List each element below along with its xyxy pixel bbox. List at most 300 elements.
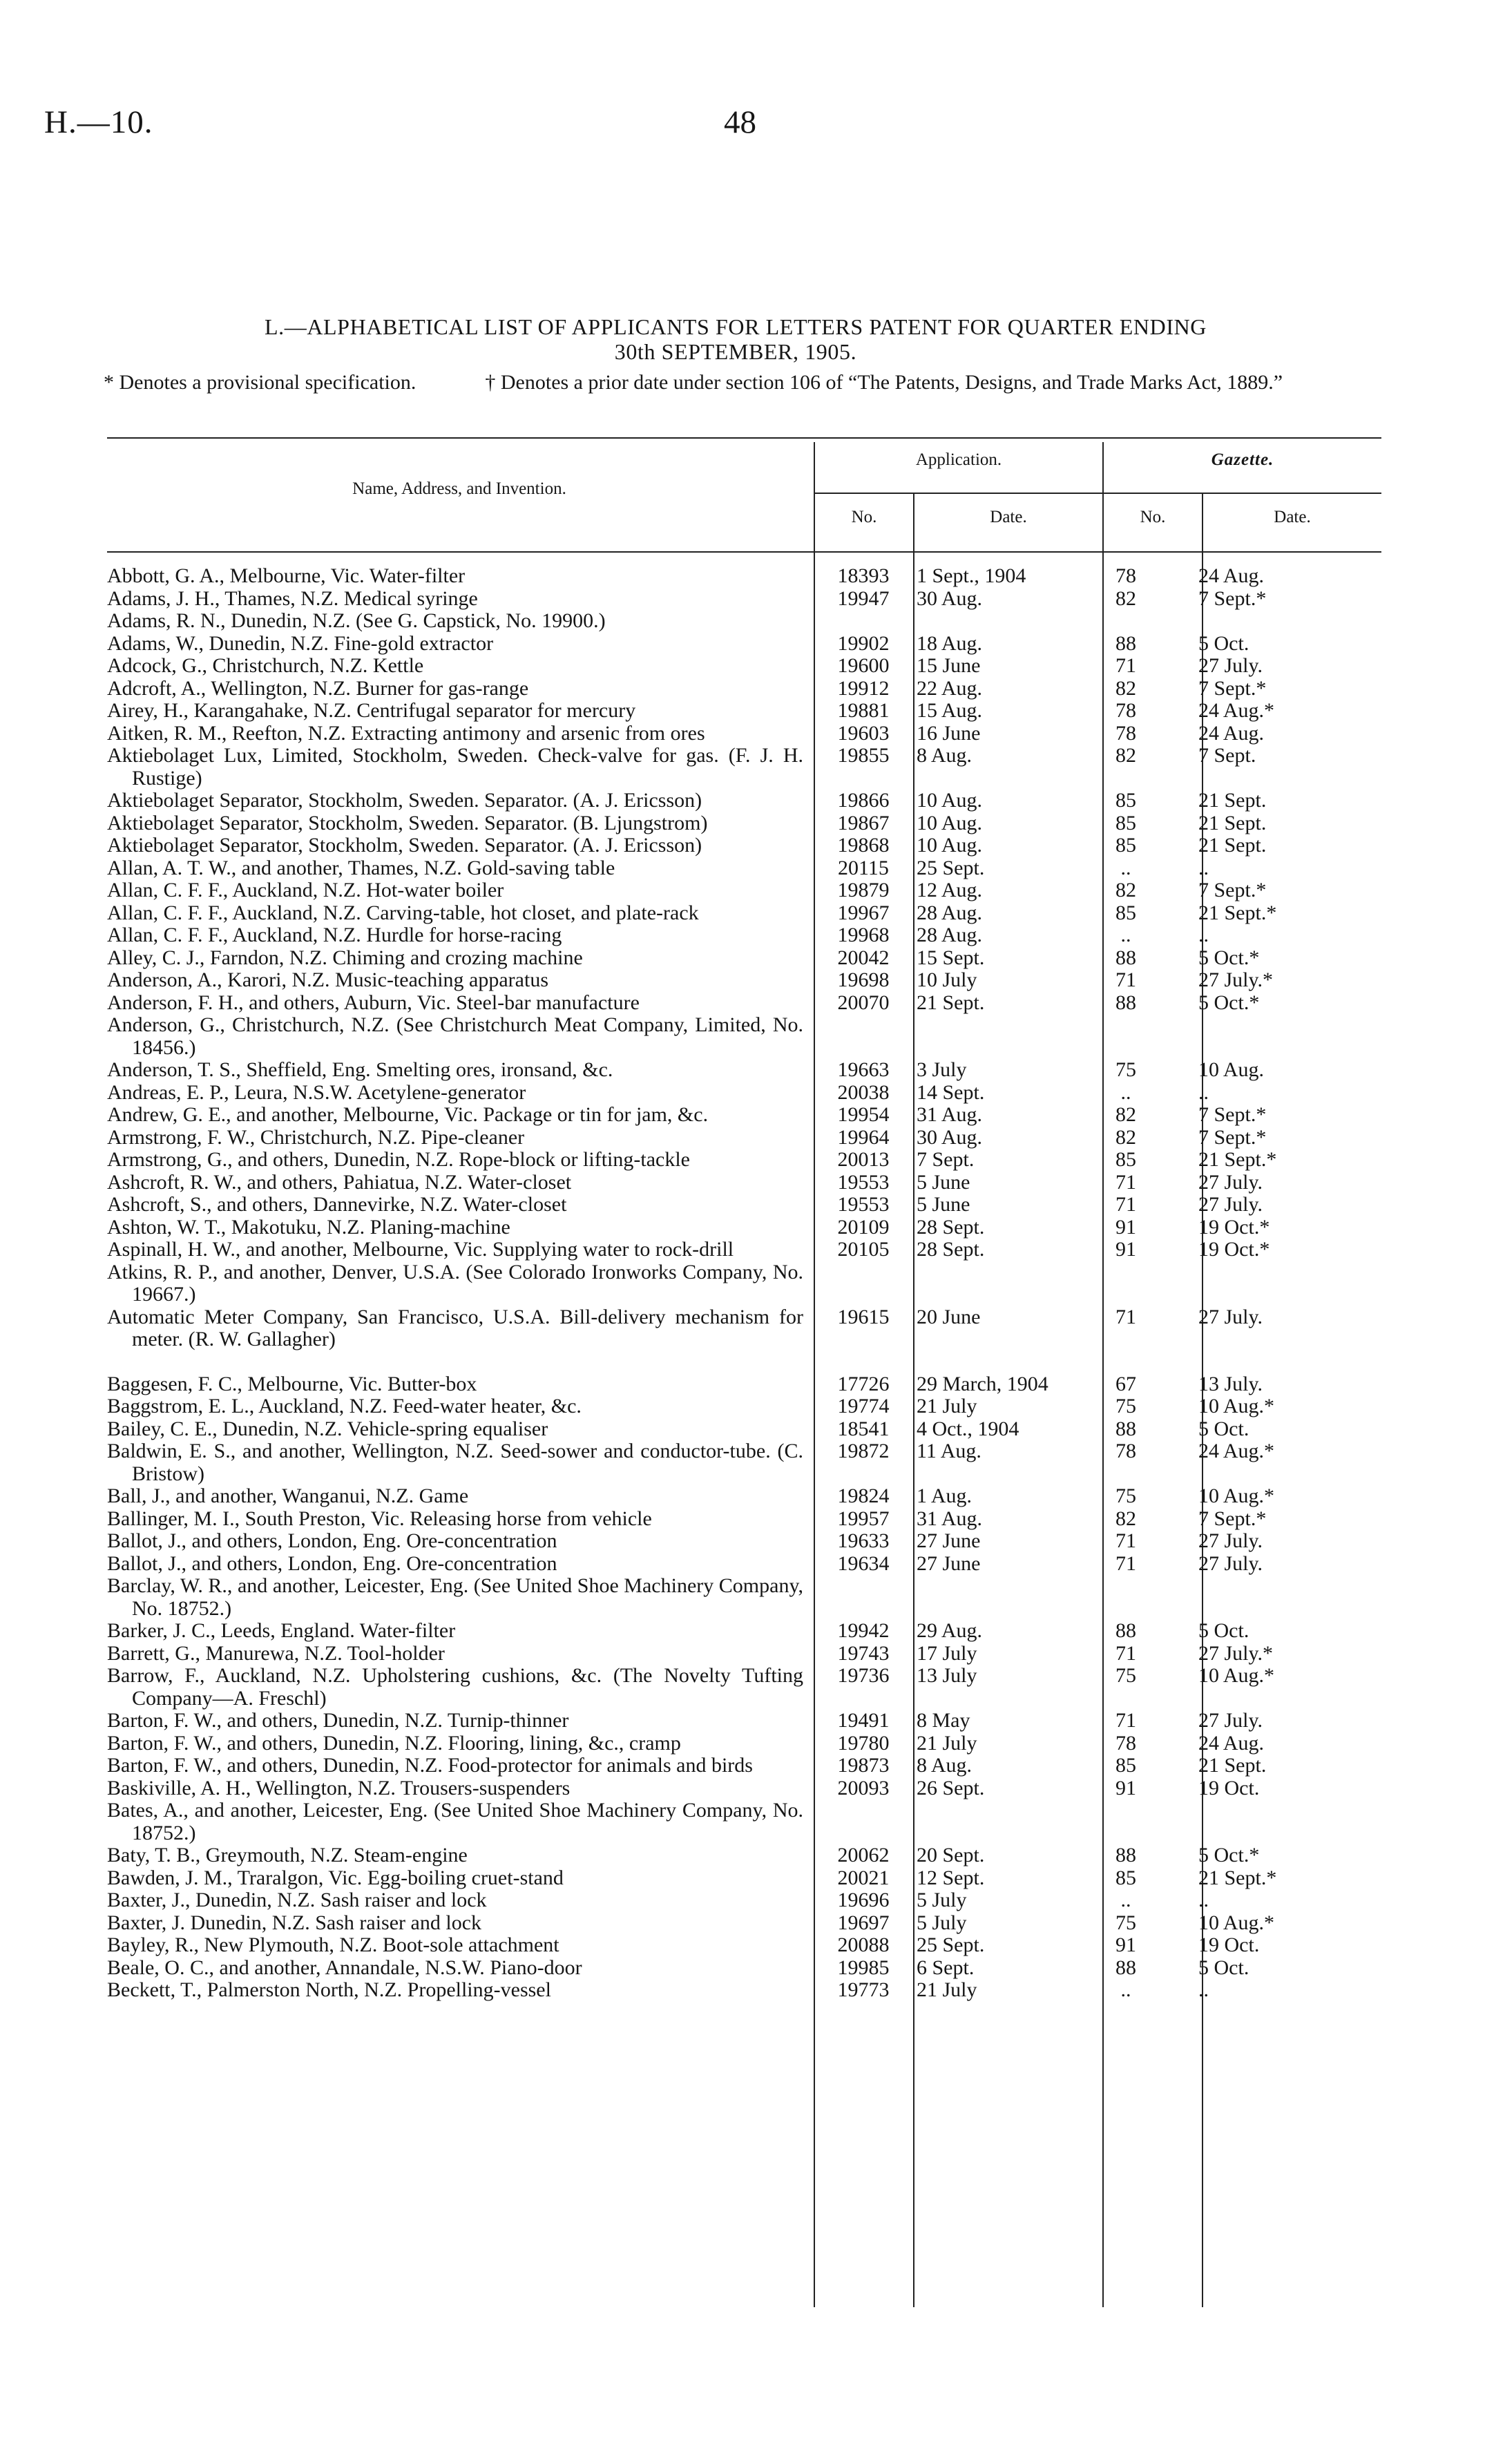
application-number: 20115 [838, 856, 889, 879]
applicant-name: Baggesen, F. C., Melbourne, Vic. Butter-box [107, 1372, 477, 1395]
gazette-number: 88 [1115, 1844, 1136, 1866]
gazette-number: 78 [1115, 1731, 1136, 1755]
gazette-number: 71 [1115, 654, 1136, 677]
table-row [107, 812, 1381, 835]
gazette-date: 24 Aug. [1198, 564, 1265, 587]
table-row [107, 947, 1381, 970]
gazette-date: 21 Sept.* [1198, 901, 1277, 924]
application-number: 19773 [837, 1978, 890, 2001]
application-number: 19824 [837, 1484, 890, 1507]
application-number: 19881 [837, 699, 890, 722]
gazette-date: 7 Sept.* [1198, 1103, 1267, 1126]
application-number: 19743 [837, 1641, 890, 1665]
table-row [107, 1261, 1381, 1306]
applicant-name: Ashton, W. T., Makotuku, N.Z. Planing-machine [107, 1215, 510, 1239]
table-row [107, 1957, 1381, 1980]
table-row [107, 834, 1381, 857]
application-date: 25 Sept. [917, 856, 985, 879]
table-row [107, 1508, 1381, 1531]
gazette-number: .. [1120, 924, 1131, 946]
application-date: 28 Sept. [917, 1238, 985, 1261]
application-date: 29 Aug. [917, 1619, 983, 1642]
gazette-number: 82 [1115, 586, 1136, 610]
gazette-date: 7 Sept. [1198, 744, 1256, 767]
table-row [107, 1149, 1381, 1172]
applicant-name: Ball, J., and another, Wanganui, N.Z. Game [107, 1484, 469, 1507]
gazette-number: 85 [1115, 1866, 1136, 1889]
applicant-name: Barker, J. C., Leeds, England. Water-filter [107, 1619, 456, 1642]
applicant-name: Adams, J. H., Thames, N.Z. Medical syringe [107, 586, 478, 610]
gazette-number: 91 [1115, 1776, 1136, 1799]
gazette-date: 7 Sept.* [1198, 1125, 1267, 1149]
gazette-number: 82 [1115, 1507, 1136, 1530]
applicant-name: Adcock, G., Christchurch, N.Z. Kettle [107, 654, 424, 677]
column-header-name: Name, Address, and Invention. [352, 479, 566, 498]
gazette-date: 27 July. [1198, 1551, 1263, 1575]
table-row [107, 1665, 1381, 1710]
application-date: 21 July [917, 1395, 977, 1417]
applicant-name: Allan, C. F. F., Auckland, N.Z. Carving-table, hot closet, and plate-rack [107, 901, 699, 924]
application-number: 19855 [837, 744, 890, 767]
gazette-date: 24 Aug.* [1198, 699, 1275, 722]
table-row [107, 655, 1381, 678]
gazette-date: 7 Sept.* [1198, 1507, 1267, 1530]
table-row [107, 879, 1381, 902]
application-date: 15 June [917, 654, 981, 677]
application-date: 8 Aug. [917, 1754, 973, 1777]
table-row [107, 1104, 1381, 1127]
applicant-name: Armstrong, G., and others, Dunedin, N.Z. Rope-block or lifting-tackle [107, 1148, 690, 1171]
table-row [107, 1373, 1381, 1396]
table-row [107, 1485, 1381, 1508]
gazette-number: 78 [1115, 721, 1136, 745]
list-title [104, 314, 1368, 364]
page-header-section: H.—10. [44, 104, 153, 140]
column-header-application: Application. [915, 450, 1002, 469]
gazette-date: 5 Oct. [1198, 631, 1249, 655]
table-row [107, 1777, 1381, 1800]
application-date: 21 July [917, 1978, 977, 2001]
application-number: 19697 [837, 1911, 890, 1934]
gazette-date: .. [1198, 924, 1209, 946]
gazette-date: 19 Oct.* [1198, 1238, 1270, 1261]
applicant-name: Andreas, E. P., Leura, N.S.W. Acetylene-generator [107, 1080, 526, 1104]
application-number: 20062 [837, 1844, 890, 1866]
application-number: 19774 [837, 1395, 890, 1417]
application-number: 19633 [837, 1529, 890, 1552]
applicant-name: Adams, W., Dunedin, N.Z. Fine-gold extractor [107, 631, 494, 655]
applicant-name: Barton, F. W., and others, Dunedin, N.Z. Flooring, lining, &c., cramp [107, 1731, 681, 1755]
gazette-date: 27 July. [1198, 1529, 1263, 1552]
application-number: 17726 [837, 1372, 890, 1395]
gazette-date: 5 Oct.* [1198, 991, 1260, 1014]
application-date: 1 Sept., 1904 [917, 564, 1026, 587]
application-date: 29 March, 1904 [917, 1372, 1048, 1395]
gazette-number: 75 [1115, 1395, 1136, 1417]
gazette-date: 27 July.* [1198, 968, 1274, 991]
gazette-number: 67 [1115, 1372, 1136, 1395]
gazette-date: 21 Sept.* [1198, 1148, 1277, 1171]
gazette-number: 71 [1115, 1529, 1136, 1552]
gazette-date: 27 July. [1198, 654, 1263, 677]
gazette-number: 88 [1115, 1956, 1136, 1979]
gazette-number: 88 [1115, 1417, 1136, 1440]
applicant-name: Anderson, F. H., and others, Auburn, Vic. Steel-bar manufacture [107, 991, 640, 1014]
table-row [107, 565, 1381, 588]
gazette-date: 24 Aug. [1198, 1731, 1265, 1755]
gazette-date: .. [1198, 1978, 1209, 2001]
gazette-number: 85 [1115, 1754, 1136, 1777]
gazette-date: 19 Oct. [1198, 1776, 1260, 1799]
gazette-number: 75 [1115, 1058, 1136, 1081]
column-header-app-no: No. [851, 508, 877, 526]
application-number: 19698 [837, 968, 890, 991]
gazette-date: 10 Aug. [1198, 1058, 1265, 1081]
application-number: 18541 [837, 1417, 890, 1440]
column-header-gazette-date: Date. [1274, 508, 1311, 526]
gazette-date: 27 July. [1198, 1193, 1263, 1216]
application-date: 5 July [917, 1911, 967, 1934]
applicants-list [107, 565, 1381, 2002]
application-date: 15 Sept. [917, 946, 985, 969]
application-date: 15 Aug. [917, 699, 983, 722]
application-date: 17 July [917, 1641, 977, 1665]
table-row [107, 1059, 1381, 1082]
application-number: 19615 [837, 1305, 890, 1328]
table-row [107, 1732, 1381, 1755]
application-date: 28 Aug. [917, 901, 983, 924]
application-date: 5 July [917, 1889, 967, 1911]
application-date: 1 Aug. [917, 1484, 973, 1507]
application-number: 19985 [837, 1956, 890, 1979]
table-row [107, 1127, 1381, 1149]
applicant-name: Baggstrom, E. L., Auckland, N.Z. Feed-water heater, &c. [107, 1395, 582, 1417]
table-row [107, 1440, 1381, 1485]
applicant-name: Bailey, C. E., Dunedin, N.Z. Vehicle-spring equaliser [107, 1417, 548, 1440]
application-number: 19867 [837, 811, 890, 834]
applicant-name: Andrew, G. E., and another, Melbourne, Vic. Package or tin for jam, &c. [107, 1103, 709, 1126]
applicant-name: Barrow, F., Auckland, N.Z. Upholstering cushions, &c. (The Novelty Tufting Company—A. Freschl) [107, 1664, 803, 1710]
application-date: 25 Sept. [917, 1933, 985, 1956]
gazette-number: 82 [1115, 1125, 1136, 1149]
gazette-date: 24 Aug. [1198, 721, 1265, 745]
applicant-name: Beale, O. C., and another, Annandale, N.S.W. Piano-door [107, 1956, 582, 1979]
applicant-name: Bawden, J. M., Traralgon, Vic. Egg-boiling cruet-stand [107, 1866, 564, 1889]
application-number: 19968 [837, 924, 890, 946]
application-date: 16 June [917, 721, 981, 745]
application-number: 20038 [837, 1080, 890, 1104]
gazette-number: 71 [1115, 1641, 1136, 1665]
applicant-name: Aktiebolaget Lux, Limited, Stockholm, Sweden. Check-valve for gas. (F. J. H. Rustige) [107, 744, 803, 790]
application-date: 12 Aug. [917, 879, 983, 901]
application-date: 18 Aug. [917, 631, 983, 655]
table-row [107, 1172, 1381, 1194]
gazette-number: 75 [1115, 1664, 1136, 1687]
gazette-date: .. [1198, 1889, 1209, 1911]
applicant-name: Aitken, R. M., Reefton, N.Z. Extracting antimony and arsenic from ores [107, 721, 705, 745]
applicant-name: Aspinall, H. W., and another, Melbourne, Vic. Supplying water to rock-drill [107, 1238, 734, 1261]
application-number: 19600 [837, 654, 890, 677]
gazette-number: 85 [1115, 789, 1136, 812]
column-header-app-date: Date. [990, 508, 1027, 526]
application-date: 21 July [917, 1731, 977, 1755]
applicant-name: Bates, A., and another, Leicester, Eng. (See United Shoe Machinery Company, No. 18752.) [107, 1799, 803, 1844]
table-row [107, 1216, 1381, 1239]
table-row [107, 678, 1381, 700]
gazette-date: 24 Aug.* [1198, 1440, 1275, 1462]
application-number: 20109 [837, 1215, 890, 1239]
application-date: 26 Sept. [917, 1776, 985, 1799]
applicant-name: Aktiebolaget Separator, Stockholm, Sweden. Separator. (A. J. Ericsson) [107, 789, 702, 812]
gazette-number: 75 [1115, 1484, 1136, 1507]
application-date: 6 Sept. [917, 1956, 975, 1979]
gazette-date: 19 Oct.* [1198, 1215, 1270, 1239]
application-number: 19902 [837, 631, 890, 655]
application-number: 19696 [837, 1889, 890, 1911]
application-date: 20 June [917, 1305, 981, 1328]
table-row [107, 902, 1381, 925]
title-line-2: 30th SEPTEMBER, 1905. [614, 339, 857, 364]
application-date: 27 June [917, 1529, 981, 1552]
gazette-number: 91 [1115, 1933, 1136, 1956]
table-row [107, 924, 1381, 947]
applicant-name: Ashcroft, S., and others, Dannevirke, N.Z. Water-closet [107, 1193, 567, 1216]
gazette-number: 85 [1115, 1148, 1136, 1171]
applicant-name: Baskiville, A. H., Wellington, N.Z. Trousers-suspenders [107, 1776, 571, 1799]
gazette-number: 71 [1115, 1709, 1136, 1732]
gazette-date: 27 July. [1198, 1709, 1263, 1732]
table-row [107, 1014, 1381, 1059]
table-row [107, 857, 1381, 880]
gazette-number: 78 [1115, 699, 1136, 722]
applicant-name: Aktiebolaget Separator, Stockholm, Sweden. Separator. (B. Ljungstrom) [107, 811, 708, 834]
application-date: 3 July [917, 1058, 967, 1081]
application-number: 19634 [837, 1551, 890, 1575]
application-date: 31 Aug. [917, 1103, 983, 1126]
gazette-number: 88 [1115, 946, 1136, 969]
applicant-name: Ballinger, M. I., South Preston, Vic. Releasing horse from vehicle [107, 1507, 652, 1530]
table-row [107, 588, 1381, 611]
application-number: 19957 [837, 1507, 890, 1530]
applicant-name: Alley, C. J., Farndon, N.Z. Chiming and crozing machine [107, 946, 583, 969]
table-row [107, 1643, 1381, 1665]
gazette-date: 27 July. [1198, 1305, 1263, 1328]
application-number: 19912 [837, 676, 890, 700]
applicant-name: Adams, R. N., Dunedin, N.Z. (See G. Capstick, No. 19900.) [107, 609, 606, 632]
application-date: 10 Aug. [917, 834, 983, 857]
table-top-rule [107, 437, 1381, 439]
gazette-number: 91 [1115, 1215, 1136, 1239]
gazette-number: .. [1120, 1978, 1131, 2001]
gazette-date: 21 Sept. [1198, 789, 1267, 812]
column-header-gazette: Gazette. [1211, 450, 1274, 469]
gazette-number: .. [1120, 856, 1131, 879]
gazette-date: 10 Aug.* [1198, 1484, 1275, 1507]
gazette-number: 78 [1115, 1440, 1136, 1462]
gazette-date: 21 Sept. [1198, 834, 1267, 857]
application-date: 21 Sept. [917, 991, 985, 1014]
table-row [107, 1889, 1381, 1912]
table-row [107, 1575, 1381, 1620]
table-row [107, 1979, 1381, 2002]
gazette-number: 71 [1115, 1193, 1136, 1216]
application-date: 10 July [917, 968, 977, 991]
applicant-name: Anderson, G., Christchurch, N.Z. (See Christchurch Meat Company, Limited, No. 18456.) [107, 1013, 803, 1059]
table-row [107, 790, 1381, 812]
gazette-number: 88 [1115, 631, 1136, 655]
applicant-name: Bayley, R., New Plymouth, N.Z. Boot-sole attachment [107, 1933, 559, 1956]
applicant-name: Barton, F. W., and others, Dunedin, N.Z. Food-protector for animals and birds [107, 1754, 753, 1777]
application-date: 12 Sept. [917, 1866, 985, 1889]
table-row [107, 1239, 1381, 1261]
application-number: 19947 [837, 586, 890, 610]
application-number: 20013 [837, 1148, 890, 1171]
application-number: 19780 [837, 1731, 890, 1755]
application-date: 5 June [917, 1170, 970, 1194]
column-header-gazette-no: No. [1140, 508, 1166, 526]
gazette-date: 7 Sept.* [1198, 879, 1267, 901]
application-number: 19491 [837, 1709, 890, 1732]
gazette-number: 85 [1115, 901, 1136, 924]
application-date: 30 Aug. [917, 586, 983, 610]
applicant-name: Armstrong, F. W., Christchurch, N.Z. Pipe-cleaner [107, 1125, 525, 1149]
application-number: 20105 [837, 1238, 890, 1261]
application-date: 28 Aug. [917, 924, 983, 946]
prior-date-note: † Denotes a prior date under section 106 of “The Patents, Designs, and Trade Marks Act, 1889.” [485, 371, 1283, 394]
applicant-name: Ballot, J., and others, London, Eng. Ore-concentration [107, 1529, 557, 1552]
application-number: 19866 [837, 789, 890, 812]
applicant-name: Aktiebolaget Separator, Stockholm, Sweden. Separator. (A. J. Ericsson) [107, 834, 702, 857]
applicant-name: Baty, T. B., Greymouth, N.Z. Steam-engine [107, 1844, 468, 1866]
table-row [107, 1755, 1381, 1777]
application-date: 8 Aug. [917, 744, 973, 767]
application-date: 13 July [917, 1664, 977, 1687]
applicant-name: Beckett, T., Palmerston North, N.Z. Propelling-vessel [107, 1978, 551, 2001]
title-line-1: L.—ALPHABETICAL LIST OF APPLICANTS FOR LETTERS PATENT FOR QUARTER ENDING [264, 314, 1207, 339]
gazette-number: 85 [1115, 811, 1136, 834]
application-number: 19872 [837, 1440, 890, 1462]
gazette-date: 10 Aug.* [1198, 1395, 1275, 1417]
application-date: 10 Aug. [917, 811, 983, 834]
table-row [107, 1306, 1381, 1351]
gazette-date: 5 Oct.* [1198, 1844, 1260, 1866]
application-number: 20093 [837, 1776, 890, 1799]
gazette-date: 21 Sept. [1198, 1754, 1267, 1777]
table-row [107, 1912, 1381, 1935]
applicant-name: Barrett, G., Manurewa, N.Z. Tool-holder [107, 1641, 445, 1665]
application-number: 19663 [837, 1058, 890, 1081]
application-date: 4 Oct., 1904 [917, 1417, 1019, 1440]
gazette-number: 85 [1115, 834, 1136, 857]
application-number: 19954 [837, 1103, 890, 1126]
applicant-name: Airey, H., Karangahake, N.Z. Centrifugal separator for mercury [107, 699, 636, 722]
table-row [107, 610, 1381, 633]
table-row [107, 1934, 1381, 1957]
applicant-name: Ballot, J., and others, London, Eng. Ore-concentration [107, 1551, 557, 1575]
application-number: 19967 [837, 901, 890, 924]
application-number: 18393 [837, 564, 890, 587]
table-header-rule [107, 551, 1381, 553]
application-date: 11 Aug. [917, 1440, 981, 1462]
table-row [107, 1799, 1381, 1844]
application-date: 31 Aug. [917, 1507, 983, 1530]
table-row [107, 1867, 1381, 1890]
gazette-date: 7 Sept.* [1198, 676, 1267, 700]
table-row [107, 633, 1381, 656]
gazette-date: 27 July.* [1198, 1641, 1274, 1665]
gazette-number: 82 [1115, 744, 1136, 767]
application-number: 20070 [837, 991, 890, 1014]
applicant-name: Anderson, T. S., Sheffield, Eng. Smelting ores, ironsand, &c. [107, 1058, 613, 1081]
gazette-date: 5 Oct.* [1198, 946, 1260, 969]
gazette-number: 88 [1115, 1619, 1136, 1642]
gazette-number: 75 [1115, 1911, 1136, 1934]
gazette-date: 10 Aug.* [1198, 1664, 1275, 1687]
application-date: 7 Sept. [917, 1148, 975, 1171]
applicant-name: Automatic Meter Company, San Francisco, U.S.A. Bill-delivery mechanism for meter. (R. W. Gallagher) [107, 1305, 803, 1350]
applicant-name: Abbott, G. A., Melbourne, Vic. Water-filter [107, 564, 466, 587]
page-number: 48 [724, 104, 756, 140]
table-row [107, 1710, 1381, 1732]
application-date: 27 June [917, 1551, 981, 1575]
application-number: 19603 [837, 721, 890, 745]
gazette-number: .. [1120, 1080, 1131, 1104]
application-number: 19868 [837, 834, 890, 857]
gazette-date: 19 Oct. [1198, 1933, 1260, 1956]
table-row [107, 1194, 1381, 1216]
table-row [107, 723, 1381, 745]
application-date: 10 Aug. [917, 789, 983, 812]
gazette-date: 13 July. [1198, 1372, 1263, 1395]
gazette-date: 10 Aug.* [1198, 1911, 1275, 1934]
gazette-number: .. [1120, 1889, 1131, 1911]
gazette-date: 21 Sept. [1198, 811, 1267, 834]
gazette-number: 82 [1115, 879, 1136, 901]
application-date: 20 Sept. [917, 1844, 985, 1866]
application-number: 19942 [837, 1619, 890, 1642]
table-row [107, 1418, 1381, 1441]
application-date: 22 Aug. [917, 676, 983, 700]
applicant-name: Barclay, W. R., and another, Leicester, Eng. (See United Shoe Machinery Company, No. 18752.) [107, 1574, 803, 1620]
gazette-date: 21 Sept.* [1198, 1866, 1277, 1889]
gazette-number: 71 [1115, 1551, 1136, 1575]
gazette-number: 71 [1115, 1170, 1136, 1194]
table-row [107, 745, 1381, 790]
legend-notes [104, 370, 1378, 395]
applicant-name: Allan, A. T. W., and another, Thames, N.Z. Gold-saving table [107, 856, 615, 879]
table-row [107, 1082, 1381, 1105]
table-row [107, 1620, 1381, 1643]
applicant-name: Baldwin, E. S., and another, Wellington, N.Z. Seed-sower and conductor-tube. (C. Bristow) [107, 1440, 803, 1485]
gazette-number: 78 [1115, 564, 1136, 587]
applicant-name: Anderson, A., Karori, N.Z. Music-teaching apparatus [107, 968, 548, 991]
application-date: 5 June [917, 1193, 970, 1216]
application-number: 20042 [837, 946, 890, 969]
gazette-number: 82 [1115, 1103, 1136, 1126]
table-row [107, 1395, 1381, 1418]
gazette-date: .. [1198, 856, 1209, 879]
application-number: 20021 [837, 1866, 890, 1889]
gazette-number: 82 [1115, 676, 1136, 700]
applicant-name: Ashcroft, R. W., and others, Pahiatua, N.Z. Water-closet [107, 1170, 572, 1194]
applicant-name: Baxter, J., Dunedin, N.Z. Sash raiser and lock [107, 1889, 487, 1911]
applicant-name: Baxter, J. Dunedin, N.Z. Sash raiser and lock [107, 1911, 482, 1934]
application-date: 30 Aug. [917, 1125, 983, 1149]
applicant-name: Allan, C. F. F., Auckland, N.Z. Hurdle for horse-racing [107, 924, 562, 946]
gazette-date: 27 July. [1198, 1170, 1263, 1194]
provisional-note: * Denotes a provisional specification. [104, 371, 416, 394]
gazette-number: 88 [1115, 991, 1136, 1014]
